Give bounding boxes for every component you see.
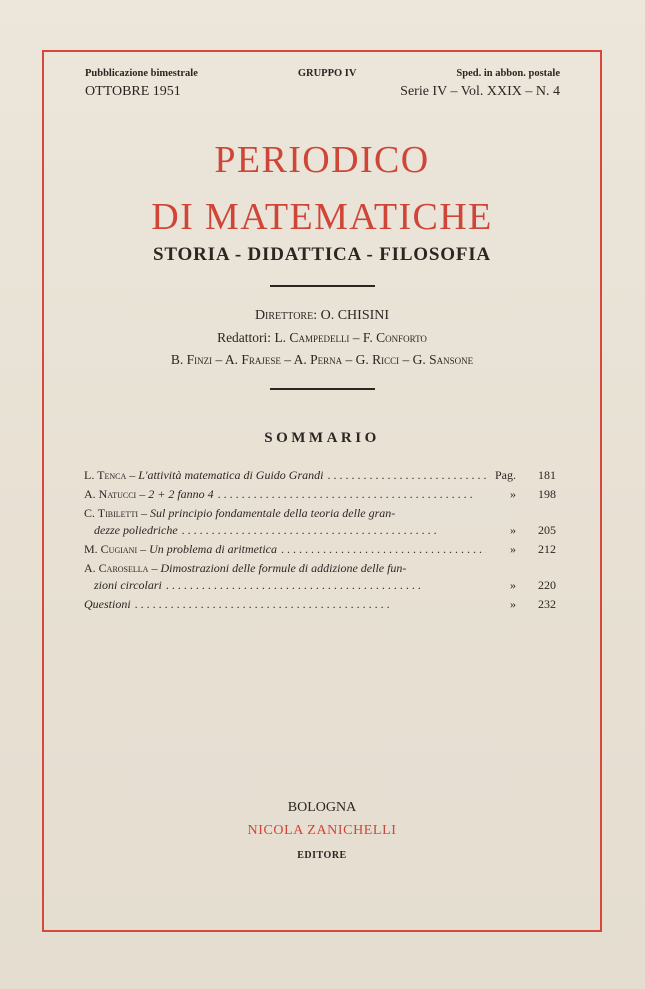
ditto-mark: » — [510, 487, 516, 501]
title-line-2: DI MATEMATICHE — [151, 196, 493, 238]
ditto-mark: » — [510, 523, 516, 537]
editors-label: Redattori: — [217, 330, 272, 345]
toc-title: Dimostrazioni delle formule di addizione delle fun- — [160, 561, 407, 575]
editors-line-1 — [42, 330, 602, 346]
subtitle: STORIA - DIDATTICA - FILOSOFIA — [153, 244, 491, 265]
director-label: Direttore: — [254, 308, 318, 323]
toc-entry: A. Natucci – 2 + 2 fanno 4 . . . » 198 — [84, 487, 556, 506]
toc-title-cont: dezze poliedriche — [94, 523, 178, 537]
ditto-mark: » — [510, 597, 516, 611]
toc-title: 2 + 2 fanno 4 — [148, 487, 214, 501]
toc-title: L'attività matematica di Guido Grandi — [138, 468, 324, 482]
group: GRUPPO IV — [297, 68, 357, 79]
toc-page: 232 — [538, 597, 556, 611]
toc-author: C. Tibiletti — [84, 506, 138, 520]
publisher-name: NICOLA ZANICHELLI — [247, 823, 397, 838]
toc-title: Un problema di aritmetica — [149, 542, 277, 556]
editors-names-1: L. Campedelli – F. Conforto — [274, 330, 427, 345]
director-name: O. CHISINI — [320, 308, 390, 323]
director-line — [42, 308, 602, 324]
publisher-city: BOLOGNA — [287, 800, 357, 815]
toc-page: 205 — [538, 523, 556, 537]
toc-author: M. Cugiani — [84, 542, 138, 556]
periodicity: Pubblicazione bimestrale — [85, 68, 198, 79]
toc-page: 212 — [538, 542, 556, 556]
postal-note: Sped. in abbon. postale — [456, 68, 560, 79]
summary-heading: SOMMARIO — [264, 430, 380, 446]
page-label: Pag. — [495, 468, 516, 482]
title-line-1: PERIODICO — [214, 139, 430, 181]
toc-entry: L. Tenca – L'attività matematica di Guido Grandi . . . Pag. 181 — [84, 468, 556, 487]
toc-entry: M. Cugiani – Un problema di aritmetica . . . » 212 — [84, 542, 556, 561]
toc-author: L. Tenca — [84, 468, 127, 482]
toc-entry — [84, 597, 556, 616]
header-top-row — [85, 68, 560, 79]
toc-title: Sul principio fondamentale della teoria delle gran- — [150, 506, 396, 520]
issue-date: OTTOBRE 1951 — [85, 84, 181, 99]
toc-author: A. Carosella — [84, 561, 149, 575]
ditto-mark: » — [510, 578, 516, 592]
toc-author: A. Natucci — [84, 487, 137, 501]
publisher-role: EDITORE — [297, 850, 347, 861]
toc-title: Questioni — [84, 597, 131, 611]
toc-entry-continued — [84, 523, 556, 542]
table-of-contents — [84, 468, 556, 616]
toc-entry: C. Tibiletti – Sul principio fondamentale della teoria delle gran- — [84, 506, 396, 520]
toc-page: 181 — [538, 468, 556, 482]
editors-line-2: B. Finzi – A. Frajese – A. Perna – G. Ricci – G. Sansone — [170, 352, 474, 367]
toc-entry-continued — [84, 578, 556, 597]
divider-rule — [270, 388, 375, 390]
series-volume: Serie IV – Vol. XXIX – N. 4 — [400, 84, 560, 99]
toc-entry: A. Carosella – Dimostrazioni delle formule di addizione delle fun- — [84, 561, 407, 575]
divider-rule — [270, 285, 375, 287]
header-second-row — [85, 84, 560, 100]
toc-page: 220 — [538, 578, 556, 592]
ditto-mark: » — [510, 542, 516, 556]
toc-title-cont: zioni circolari — [94, 578, 162, 592]
toc-page: 198 — [538, 487, 556, 501]
